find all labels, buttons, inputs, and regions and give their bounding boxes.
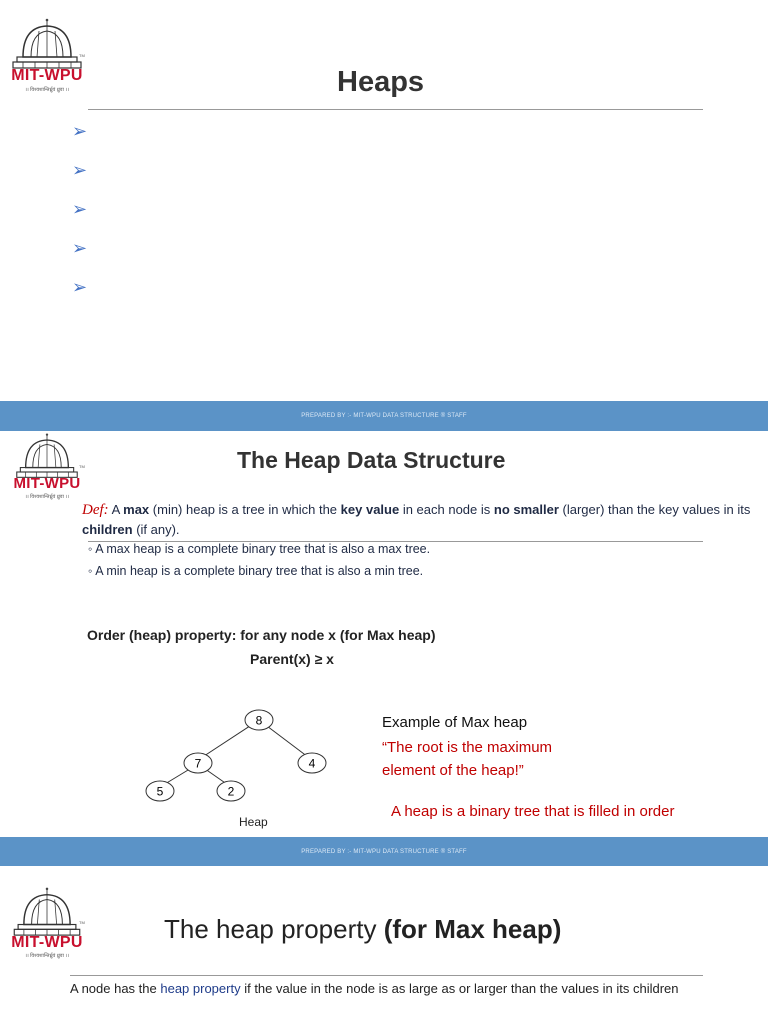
tree-node [184, 753, 212, 773]
def-text: (min) heap is a tree in which the [149, 502, 341, 517]
max-heap-note: ◦ A max heap is a complete binary tree that is also a max tree. [88, 542, 431, 556]
mit-wpu-logo [7, 886, 87, 968]
def-no-smaller: no smaller [493, 502, 559, 517]
trademark: TM [79, 920, 85, 925]
def-label: Def: [82, 502, 109, 518]
def-max: max [123, 502, 150, 517]
logo-name: MIT-WPU [11, 67, 83, 84]
order-formula: Parent(x) ≥ x [250, 651, 334, 667]
logo-tagline: ।। विश्वशान्तिर्ध्रुवं ध्रुवा ।। [24, 494, 70, 500]
example-quote-line1: “The root is the maximum [382, 739, 553, 756]
min-heap-note: ◦ A min heap is a complete binary tree that is also a min tree. [88, 564, 424, 578]
trademark: TM [79, 464, 85, 469]
tree-node-root [245, 710, 273, 730]
slide-footer-band [0, 837, 768, 867]
slide-title: The Heap Data Structure [237, 447, 506, 473]
tree-caption: Heap [239, 815, 268, 829]
svg-text:8: 8 [255, 713, 263, 728]
footer-text: PREPARED BY :- MIT-WPU DATA STRUCTURE ® STAFF [301, 849, 467, 855]
bullet-arrow-icon: ➢ [72, 277, 88, 297]
def-text: in each node is [399, 502, 494, 517]
max-heap-tree-diagram [130, 704, 350, 810]
mit-wpu-logo [7, 432, 87, 514]
title-bold: (for Max heap) [383, 914, 562, 944]
dome-icon [7, 886, 87, 938]
def-text: A [111, 502, 124, 517]
text-part: if the value in the node is as large as or larger than the values in its children [240, 981, 679, 996]
fill-order-note: A heap is a binary tree that is filled in order [391, 803, 675, 820]
title-rule [88, 109, 703, 110]
logo-name: MIT-WPU [13, 475, 81, 492]
tree-node [146, 781, 174, 801]
bullet-arrow-icon: ➢ [72, 121, 88, 141]
order-property: Order (heap) property: for any node x (for Max heap) [87, 627, 436, 643]
bullet-arrow-icon: ➢ [72, 199, 88, 219]
heap-property-text [70, 980, 720, 997]
dome-icon [7, 17, 87, 71]
text-part: A node has the [70, 981, 161, 996]
logo-name: MIT-WPU [11, 934, 83, 951]
slide-title [164, 914, 561, 945]
heap-property-term: heap property [160, 981, 241, 996]
mit-wpu-logo [7, 17, 87, 99]
trademark: TM [79, 53, 85, 58]
tree-edges [160, 720, 312, 787]
dome-icon [7, 432, 87, 480]
title-rule [70, 975, 703, 976]
slide-heap-property [0, 866, 768, 1024]
def-children: children [82, 522, 133, 537]
def-key-value: key value [340, 502, 400, 517]
svg-text:7: 7 [194, 756, 202, 771]
svg-text:5: 5 [156, 784, 164, 799]
svg-text:2: 2 [227, 784, 235, 799]
slide-heap-data-structure [0, 432, 768, 837]
logo-tagline: ।। विश्वशान्तिर्ध्रुवं ध्रुवा ।। [24, 953, 70, 959]
example-quote-line2: element of the heap!” [382, 762, 524, 779]
example-label: Example of Max heap [382, 714, 528, 731]
footer-text: PREPARED BY :- MIT-WPU DATA STRUCTURE ® STAFF [301, 413, 467, 419]
def-text: (larger) than the key values in its [558, 502, 751, 517]
def-text: (if any). [132, 522, 180, 537]
slide-footer-band [0, 401, 768, 431]
slide-heaps [0, 0, 768, 400]
svg-text:4: 4 [308, 756, 316, 771]
tree-node [298, 753, 326, 773]
tree-node [217, 781, 245, 801]
logo-tagline: ।। विश्वशान्तिर्ध्रुवं ध्रुवा ।। [24, 87, 70, 93]
bullet-arrow-icon: ➢ [72, 160, 88, 180]
title-plain: The heap property [164, 914, 384, 944]
definition-text [82, 500, 762, 539]
bullet-arrow-icon: ➢ [72, 238, 88, 258]
slide-title: Heaps [337, 66, 425, 98]
